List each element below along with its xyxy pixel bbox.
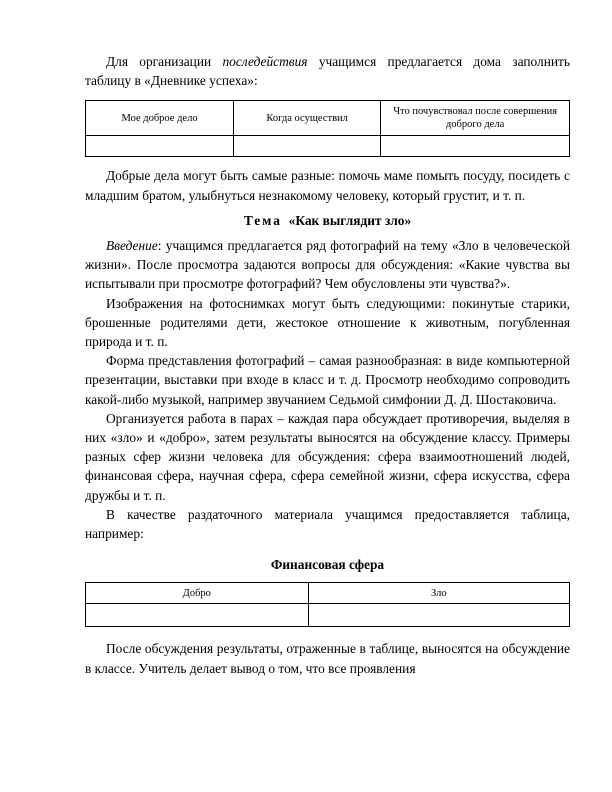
emphasis-text: Введение xyxy=(106,238,158,254)
intro-paragraph: Для организации последействия учащимся предлагается дома заполнить таблицу в «Дневнике успеха»: xyxy=(85,54,570,89)
table-empty-cell xyxy=(86,604,309,627)
topic-heading: Тема «Как выглядит зло» xyxy=(243,212,412,228)
table-title: Финансовая сфера xyxy=(270,557,385,573)
handout-paragraph: В качестве раздаточного материала учащимся предоставляется таблица, например: xyxy=(85,506,570,542)
success-diary-table xyxy=(85,100,570,157)
table-empty-cell xyxy=(234,136,381,157)
financial-sphere-table xyxy=(85,582,570,627)
document-page xyxy=(85,52,570,678)
introduction-paragraph: Введение: учащимся предлагается ряд фотографий на тему «Зло в человеческой жизни». После просмотра задаются вопросы для обсуждения: «Какие чувства вы испытывали при просмотре фотографий? Чем обусловлены эти чувства?». xyxy=(85,238,570,292)
pairs-paragraph: Организуется работа в парах – каждая пара обсуждает противоречия, выделяя в них «зло» и «добро», затем результаты выносятся на обсуждение классу. Примеры разных сфер жизни человека для обсуждения: сфера взаимоотношений людей, финансовая сфера, научная сфера, сфера семейной жизни, сфера искусства, сфера дружбы и т. п. xyxy=(85,410,570,503)
table-header-cell: Мое доброе дело xyxy=(86,101,234,136)
table-empty-cell xyxy=(308,604,569,627)
after-discussion-paragraph: После обсуждения результаты, отраженные в таблице, выносятся на обсуждение в классе. Учитель делает вывод о том, что все проявления xyxy=(85,641,570,676)
table-empty-cell xyxy=(381,136,570,157)
table-header-cell: Добро xyxy=(86,583,309,604)
emphasis-text: последействия xyxy=(222,54,308,69)
table-header-cell: Что почувствовал после совершения доброго дела xyxy=(381,101,570,136)
table-header-cell: Когда осуществил xyxy=(234,101,381,136)
form-paragraph: Форма представления фотографий – самая разнообразная: в виде компьютерной презентации, выставки при входе в класс и т. д. Просмотр необходимо сопроводить какой-либо музыкой, например звучанием Седьмой симфонии Д. Д. Шостаковича. xyxy=(85,353,570,407)
table-empty-cell xyxy=(86,136,234,157)
good-deeds-paragraph: Добрые дела могут быть самые разные: помочь маме помыть посуду, посидеть с младшим братом, улыбнуться незнакомому человеку, который грустит, и т. п. xyxy=(85,168,570,203)
images-paragraph: Изображения на фотоснимках могут быть следующими: покинутые старики, брошенные родителями дети, жестокое отношение к животным, погубленная природа и т. п. xyxy=(85,295,570,350)
table-header-cell: Зло xyxy=(308,583,569,604)
